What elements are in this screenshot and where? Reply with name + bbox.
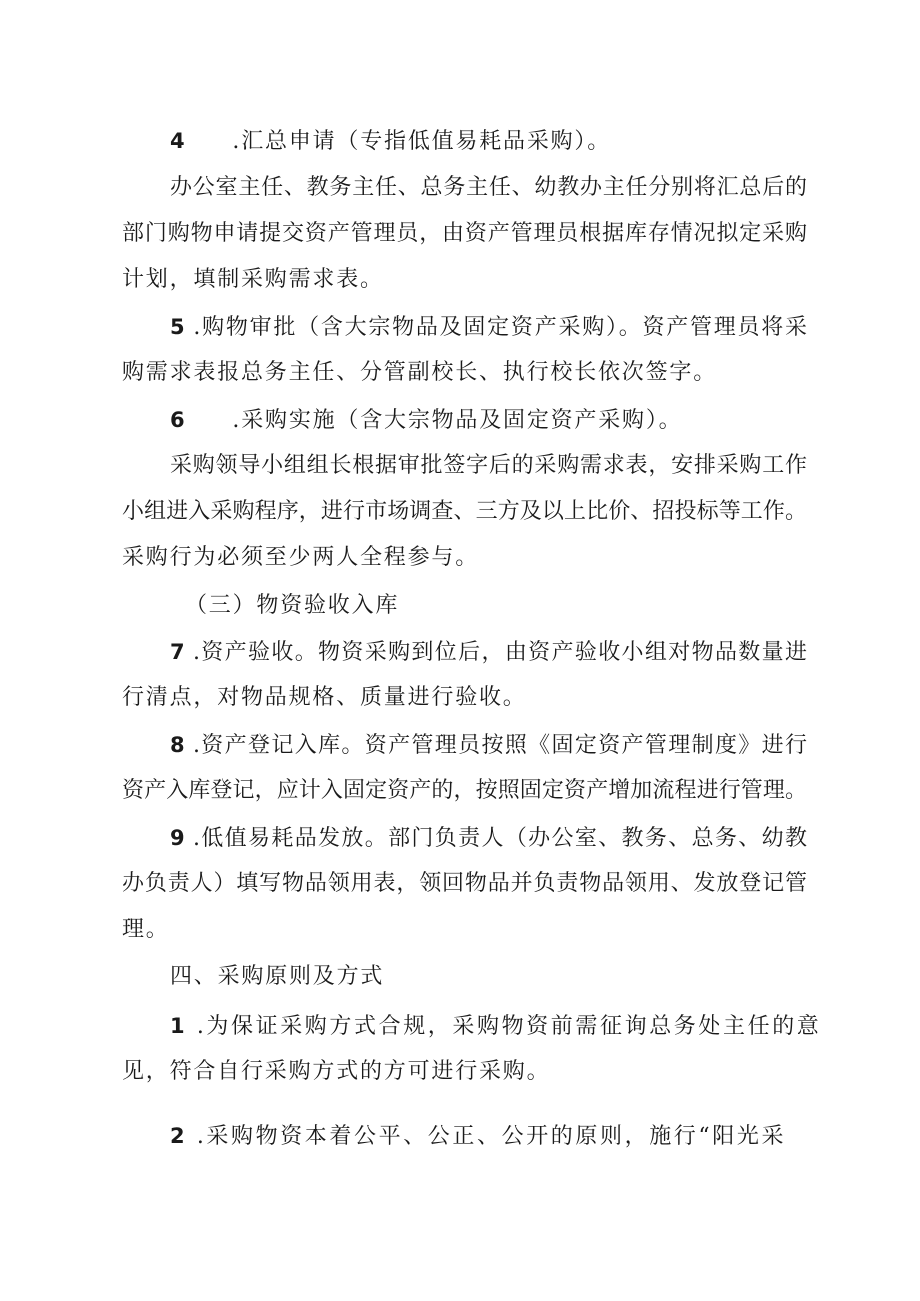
item-number: 1 — [170, 1014, 188, 1038]
item-number: 6 — [170, 408, 187, 432]
item-number: 9 — [170, 826, 185, 850]
item-text: .购物审批（含大宗物品及固定资产采购）。资产管理员将采 — [193, 315, 807, 340]
item-4-heading — [170, 126, 611, 157]
paragraph-line: 计划，填制采购需求表。 — [122, 267, 384, 292]
paragraph-line: 部门购物申请提交资产管理员，由资产管理员根据库存情况拟定采购 — [122, 221, 807, 246]
paragraph-line: 采购行为必须至少两人全程参与。 — [122, 545, 480, 570]
item-number: 4 — [170, 129, 187, 153]
item-7-heading — [170, 637, 807, 668]
item-number: 7 — [170, 640, 185, 664]
item-8-heading — [170, 730, 807, 761]
paragraph-line: 购需求表报总务主任、分管副校长、执行校长依次签字。 — [122, 360, 718, 385]
paragraph-line: 见，符合自行采购方式的方可进行采购。 — [122, 1059, 551, 1084]
paragraph-line: 办负责人）填写物品领用表，领回物品并负责物品领用、发放登记管 — [122, 871, 807, 896]
item-5-heading — [170, 312, 807, 343]
item-9-heading — [170, 823, 807, 854]
paragraph-line: 采购领导小组组长根据审批签字后的采购需求表，安排采购工作 — [170, 453, 807, 478]
item-number: 2 — [170, 1124, 188, 1148]
item-1-heading — [170, 1011, 821, 1042]
paragraph-line: 办公室主任、教务主任、总务主任、幼教办主任分别将汇总后的 — [170, 175, 807, 200]
item-text: .低值易耗品发放。部门负责人（办公室、教务、总务、幼教 — [192, 826, 807, 851]
paragraph-line: 行清点，对物品规格、质量进行验收。 — [122, 685, 527, 710]
item-6-heading — [170, 405, 682, 436]
paragraph-line: 资产入库登记，应计入固定资产的，按照固定资产增加流程进行管理。 — [122, 778, 807, 803]
item-text: .资产验收。物资采购到位后，由资产验收小组对物品数量进 — [192, 640, 807, 665]
section-heading: 四、采购原则及方式 — [170, 964, 385, 989]
paragraph-line: 小组进入采购程序，进行市场调查、三方及以上比价、招投标等工作。 — [122, 499, 807, 524]
item-2-heading — [170, 1121, 786, 1152]
item-text: .资产登记入库。资产管理员按照《固定资产管理制度》进行 — [192, 733, 807, 758]
item-number: 5 — [170, 315, 185, 339]
item-number: 8 — [170, 733, 185, 757]
item-text: .采购实施（含大宗物品及固定资产采购）。 — [232, 408, 683, 433]
paragraph-line: 理。 — [122, 917, 170, 942]
item-text: .汇总申请（专指低值易耗品采购）。 — [232, 129, 612, 154]
item-text: .采购物资本着公平、公正、公开的原则，施行“阳光采 — [196, 1124, 787, 1149]
item-text: .为保证采购方式合规，采购物资前需征询总务处主任的意 — [196, 1014, 822, 1039]
section-heading: （三）物资验收入库 — [185, 593, 400, 618]
